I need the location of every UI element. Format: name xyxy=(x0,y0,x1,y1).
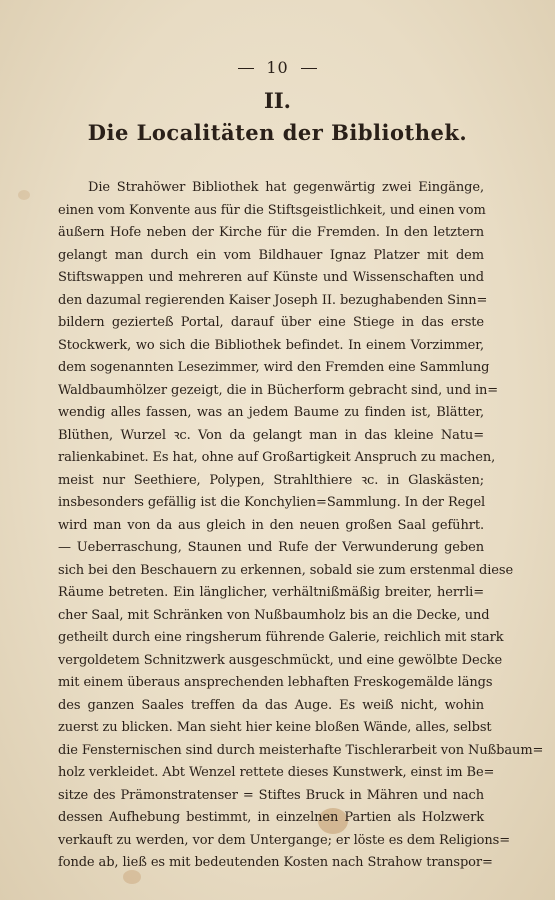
text-line: wendig alles fassen, was an jedem Baume zu finden ist, Blätter, xyxy=(58,405,484,420)
text-line: den dazumal regierenden Kaiser Joseph II. bezughabenden Sinn= xyxy=(58,292,488,308)
foxing-stain xyxy=(18,190,30,200)
text-line: — Ueberraschung, Staunen und Rufe der Verwunderung geben xyxy=(58,540,484,555)
text-line: sich bei den Beschauern zu erkennen, sobald sie zum erstenmal diese xyxy=(58,562,514,578)
text-line: dem sogenannten Lesezimmer, wird den Fremden eine Sammlung xyxy=(58,360,490,375)
page-header xyxy=(0,58,555,77)
page-number: 10 xyxy=(266,58,289,77)
text-line: vergoldetem Schnitzwerk ausgeschmückt, und eine gewölbte Decke xyxy=(58,652,503,668)
text-line: bildern gezierteß Portal, darauf über eine Stiege in das erste xyxy=(58,315,484,330)
text-line: Blüthen, Wurzel ꝛc. Von da gelangt man in das kleine Natu= xyxy=(58,427,484,443)
text-line: insbesonders gefällig ist die Konchylien=Sammlung. In der Regel xyxy=(58,495,486,510)
text-line: Räume betreten. Ein länglicher, verhältnißmäßig breiter, herrli= xyxy=(58,585,484,600)
chapter-number: II. xyxy=(264,88,291,113)
text-line: cher Saal, mit Schränken von Nußbaumholz bis an die Decke, und xyxy=(58,607,490,623)
text-line: meist nur Seethiere, Polypen, Strahlthiere ꝛc. in Glaskästen; xyxy=(58,472,484,488)
text-line: Die Strahöwer Bibliothek hat gegenwärtig zwei Eingänge, xyxy=(88,180,484,195)
text-line: einen vom Konvente aus für die Stiftsgeistlichkeit, und einen vom xyxy=(58,202,486,218)
text-line: die Fensternischen sind durch meisterhafte Tischlerarbeit von Nußbaum= xyxy=(58,742,544,758)
text-line: wird man von da aus gleich in den neuen großen Saal geführt. xyxy=(58,517,484,533)
text-line: getheilt durch eine ringsherum führende Galerie, reichlich mit stark xyxy=(58,630,504,645)
body-text xyxy=(58,177,544,875)
text-line: mit einem überaus ansprechenden lebhaften Freskogemälde längs xyxy=(58,675,493,690)
text-line: holz verkleidet. Abt Wenzel rettete dieses Kunstwerk, einst im Be= xyxy=(58,765,495,780)
text-line: sitze des Prämonstratenser = Stiftes Bruck in Mähren und nach xyxy=(58,787,484,803)
text-line: Stiftswappen und mehreren auf Künste und Wissenschaften und xyxy=(58,270,484,285)
text-line: ralienkabinet. Es hat, ohne auf Großartigkeit Anspruch zu machen, xyxy=(58,450,496,465)
chapter-title: Die Localitäten der Bibliothek. xyxy=(87,120,468,145)
text-line: äußern Hofe neben der Kirche für die Fremden. In den letztern xyxy=(58,225,484,240)
header-dash-left xyxy=(238,68,254,69)
header-dash-right xyxy=(301,68,317,69)
text-line: Waldbaumhölzer gezeigt, die in Bücherform gebracht sind, und in= xyxy=(58,382,499,398)
text-line: des ganzen Saales treffen da das Auge. Es weiß nicht, wohin xyxy=(58,697,484,713)
text-line: dessen Aufhebung bestimmt, in einzelnen Partien als Holzwerk xyxy=(58,810,484,825)
text-line: fonde ab, ließ es mit bedeutenden Kosten nach Strahow transpor= xyxy=(58,855,493,870)
text-line: verkauft zu werden, vor dem Untergange; er löste es dem Religions= xyxy=(58,832,511,848)
text-line: gelangt man durch ein vom Bildhauer Ignaz Platzer mit dem xyxy=(58,247,484,263)
text-line: Stockwerk, wo sich die Bibliothek befindet. In einem Vorzimmer, xyxy=(58,337,484,353)
text-line: zuerst zu blicken. Man sieht hier keine bloßen Wände, alles, selbst xyxy=(58,720,492,735)
